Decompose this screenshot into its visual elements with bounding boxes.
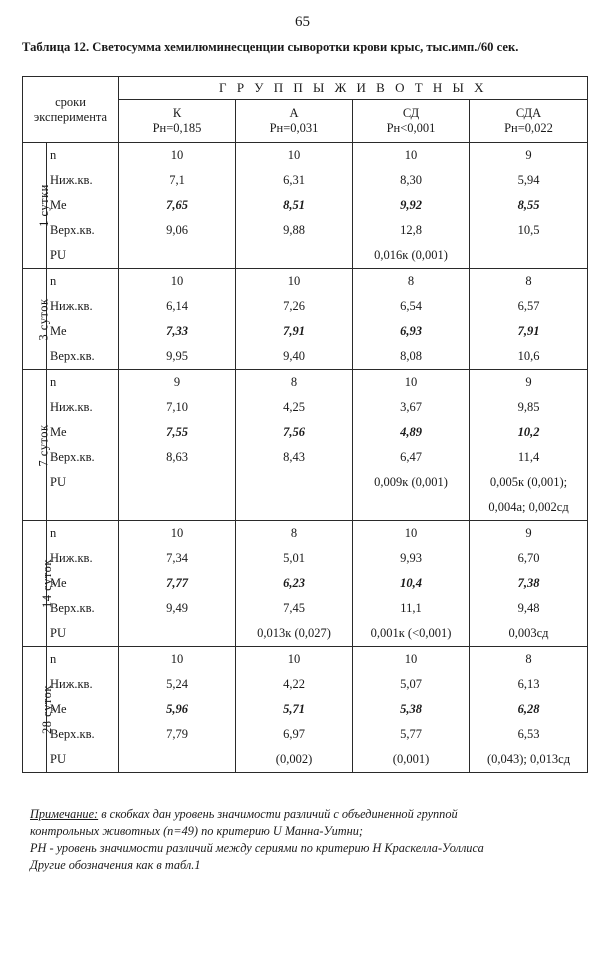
cell-value: 0,004а; 0,002сд [488, 500, 569, 514]
row-labels [47, 269, 119, 370]
period-name: 7 суток [36, 423, 51, 467]
group-values [353, 143, 470, 269]
group-values [236, 647, 353, 773]
period-name-cell [23, 269, 51, 370]
group-header [470, 100, 588, 143]
cell-value [236, 495, 352, 520]
cell-value: 11,1 [400, 601, 422, 615]
cell-value: 9,93 [400, 551, 422, 565]
cell-value: 11,4 [517, 450, 540, 464]
group-ph: Pн=0,022 [504, 121, 553, 135]
cell-value: 10 [404, 526, 418, 540]
group-values [236, 370, 353, 521]
period-block [23, 521, 588, 647]
cell-value: 7,45 [283, 601, 305, 615]
group-values [119, 269, 236, 370]
cell-value: 8,63 [166, 450, 188, 464]
cell-value [119, 243, 235, 268]
cell-value: 8 [290, 526, 298, 540]
note-line3: PH - уровень значимости различий между сериями по критерию H Краскелла-Уоллиса [30, 841, 484, 855]
cell-value: 10,4 [400, 576, 422, 590]
cell-value: 8,43 [283, 450, 305, 464]
row-label: PU [50, 475, 66, 489]
cell-value: 0,005к (0,001); [489, 475, 568, 489]
row-labels [47, 143, 119, 269]
cell-value: 4,89 [400, 425, 422, 439]
note-label: Примечание: [30, 807, 99, 821]
group-ph: Pн<0,001 [386, 121, 436, 135]
row-label: Ниж.кв. [50, 173, 93, 187]
group-values [353, 647, 470, 773]
cell-value: 10 [404, 652, 418, 666]
groups-header: Г Р У П П Ы Ж И В О Т Н Ы Х [119, 77, 588, 100]
cell-value: 9 [525, 375, 532, 389]
group-values [470, 370, 588, 521]
cell-value: 7,65 [166, 198, 188, 212]
cell-value: 0,001к (<0,001) [370, 626, 452, 640]
row-label: Верх.кв. [50, 601, 95, 615]
cell-value: 9,85 [517, 400, 540, 414]
group-values [353, 370, 470, 521]
group-values [470, 521, 588, 647]
row-label: Верх.кв. [50, 223, 95, 237]
cell-value: 6,70 [517, 551, 540, 565]
data-table [22, 76, 588, 773]
group-values [353, 521, 470, 647]
cell-value: 5,96 [166, 702, 188, 716]
cell-value: 8 [525, 274, 532, 288]
group-values [236, 521, 353, 647]
group-ph: Pн=0,185 [152, 121, 202, 135]
period-header-line1: сроки [55, 94, 86, 109]
note-line4: Другие обозначения как в табл.1 [30, 858, 201, 872]
period-name-cell [23, 370, 51, 521]
cell-value: 8,51 [283, 198, 305, 212]
cell-value: 10 [404, 148, 418, 162]
cell-value: 9,48 [517, 601, 540, 615]
group-name: А [289, 106, 299, 120]
row-label: Ниж.кв. [50, 299, 93, 313]
cell-value: 9,40 [283, 349, 305, 363]
row-label: n [50, 148, 57, 162]
row-label: Ме [50, 576, 67, 590]
period-header [23, 77, 119, 143]
cell-value: 7,91 [283, 324, 305, 338]
cell-value: 10 [287, 148, 301, 162]
cell-value: 6,13 [517, 677, 540, 691]
cell-value: 5,71 [283, 702, 305, 716]
row-label: Ниж.кв. [50, 400, 93, 414]
cell-value: 10 [404, 375, 418, 389]
row-labels [47, 370, 119, 521]
row-label: PU [50, 626, 66, 640]
cell-value: 10,6 [517, 349, 540, 363]
cell-value [353, 495, 469, 520]
cell-value: 10 [170, 148, 184, 162]
cell-value: 0,009к (0,001) [374, 475, 448, 489]
row-label: Ме [50, 198, 67, 212]
cell-value: 10 [170, 652, 184, 666]
cell-value: 10,5 [517, 223, 540, 237]
cell-value: 0,003сд [508, 626, 549, 640]
cell-value: 6,54 [400, 299, 422, 313]
cell-value: 4,25 [283, 400, 305, 414]
note-line1: в скобках дан уровень значимости различий с объединенной группой [98, 807, 458, 821]
row-labels [47, 647, 119, 773]
cell-value: 9 [525, 148, 532, 162]
row-label: Верх.кв. [50, 349, 95, 363]
group-values [236, 269, 353, 370]
group-header [236, 100, 353, 143]
cell-value: 7,38 [517, 576, 540, 590]
cell-value: 10 [170, 526, 184, 540]
cell-value: 6,53 [517, 727, 540, 741]
row-label: Ниж.кв. [50, 677, 93, 691]
cell-value: 6,57 [517, 299, 540, 313]
row-label: n [50, 526, 57, 540]
cell-value: 7,55 [166, 425, 188, 439]
group-values [119, 370, 236, 521]
group-values [119, 521, 236, 647]
cell-value: 9,95 [166, 349, 188, 363]
cell-value: 10,2 [517, 425, 540, 439]
cell-value [119, 747, 235, 772]
row-labels [47, 521, 119, 647]
row-label: PU [50, 752, 66, 766]
period-name-cell [23, 143, 51, 269]
cell-value: 5,38 [400, 702, 422, 716]
cell-value: 5,01 [283, 551, 305, 565]
row-label: Верх.кв. [50, 727, 95, 741]
cell-value: 9,49 [166, 601, 188, 615]
period-block [23, 370, 588, 521]
cell-value: 7,26 [283, 299, 305, 313]
cell-value: 5,77 [400, 727, 422, 741]
group-values [119, 647, 236, 773]
cell-value: 0,016к (0,001) [374, 248, 448, 262]
cell-value: 8,30 [400, 173, 422, 187]
row-label: Верх.кв. [50, 450, 95, 464]
cell-value: 6,31 [283, 173, 305, 187]
period-name: 1 сутки [36, 184, 51, 227]
period-name: 14 суток [39, 559, 54, 608]
row-label: n [50, 375, 57, 389]
cell-value: 8 [290, 375, 298, 389]
row-label: n [50, 274, 57, 288]
cell-value: 6,97 [283, 727, 305, 741]
cell-value: 5,24 [166, 677, 188, 691]
cell-value: 10 [287, 274, 301, 288]
table-caption: Таблица 12. Светосумма хемилюминесценции сыворотки крови крыс, тыс.имп./60 сек. [22, 40, 519, 54]
period-name: 28 суток [39, 685, 54, 734]
cell-value [119, 470, 235, 495]
cell-value: 4,22 [283, 677, 305, 691]
row-label: Ме [50, 702, 67, 716]
cell-value: 9,88 [283, 223, 305, 237]
row-label: PU [50, 248, 66, 262]
group-name: К [172, 106, 182, 120]
group-header [119, 100, 236, 143]
row-label: Ме [50, 425, 67, 439]
group-values [236, 143, 353, 269]
cell-value [470, 243, 587, 268]
cell-value: 8,08 [400, 349, 422, 363]
cell-value: 9,06 [166, 223, 188, 237]
cell-value: 8 [525, 652, 532, 666]
period-name: 3 суток [36, 297, 51, 341]
cell-value: 3,67 [400, 400, 422, 414]
period-block [23, 269, 588, 370]
cell-value: 9 [525, 526, 532, 540]
group-values [353, 269, 470, 370]
cell-value: 12,8 [400, 223, 422, 237]
period-block [23, 647, 588, 773]
group-name: СД [402, 106, 420, 120]
cell-value: 8 [407, 274, 415, 288]
group-ph: Pн=0,031 [269, 121, 319, 135]
cell-value: 7,79 [166, 727, 188, 741]
cell-value: (0,043); 0,013сд [486, 752, 571, 766]
row-label: Ниж.кв. [50, 551, 93, 565]
cell-value [236, 243, 352, 268]
row-label [50, 495, 118, 520]
cell-value: 7,56 [283, 425, 305, 439]
cell-value: 6,93 [400, 324, 422, 338]
cell-value: 7,91 [517, 324, 540, 338]
cell-value: 6,23 [283, 576, 305, 590]
group-values [470, 647, 588, 773]
group-values [470, 269, 588, 370]
cell-value: 6,28 [517, 702, 540, 716]
period-name-cell [23, 647, 54, 773]
page-number: 65 [295, 14, 310, 30]
row-label: Ме [50, 324, 67, 338]
cell-value: 5,07 [400, 677, 422, 691]
cell-value: 0,013к (0,027) [257, 626, 331, 640]
group-values [119, 143, 236, 269]
cell-value [119, 495, 235, 520]
cell-value: 6,14 [166, 299, 188, 313]
cell-value: 6,47 [400, 450, 422, 464]
table-note [30, 806, 590, 874]
cell-value: 7,33 [166, 324, 188, 338]
cell-value: 7,1 [169, 173, 185, 187]
cell-value [236, 470, 352, 495]
cell-value: 7,10 [166, 400, 188, 414]
cell-value: (0,002) [275, 752, 313, 766]
cell-value: 8,55 [517, 198, 540, 212]
cell-value: 5,94 [517, 173, 540, 187]
cell-value: 10 [287, 652, 301, 666]
group-name: СДА [515, 106, 542, 120]
note-line2: контрольных животных (n=49) по критерию U Манна-Уитни; [30, 824, 363, 838]
cell-value: 7,77 [166, 576, 188, 590]
cell-value: (0,001) [392, 752, 430, 766]
group-header [353, 100, 470, 143]
group-values [470, 143, 588, 269]
period-header-line2: эксперимента [33, 109, 108, 124]
cell-value: 10 [170, 274, 184, 288]
period-name-cell [23, 521, 54, 647]
cell-value: 9 [173, 375, 181, 389]
period-block [23, 143, 588, 269]
cell-value [119, 621, 235, 646]
cell-value: 9,92 [400, 198, 422, 212]
row-label: n [50, 652, 57, 666]
cell-value: 7,34 [166, 551, 188, 565]
